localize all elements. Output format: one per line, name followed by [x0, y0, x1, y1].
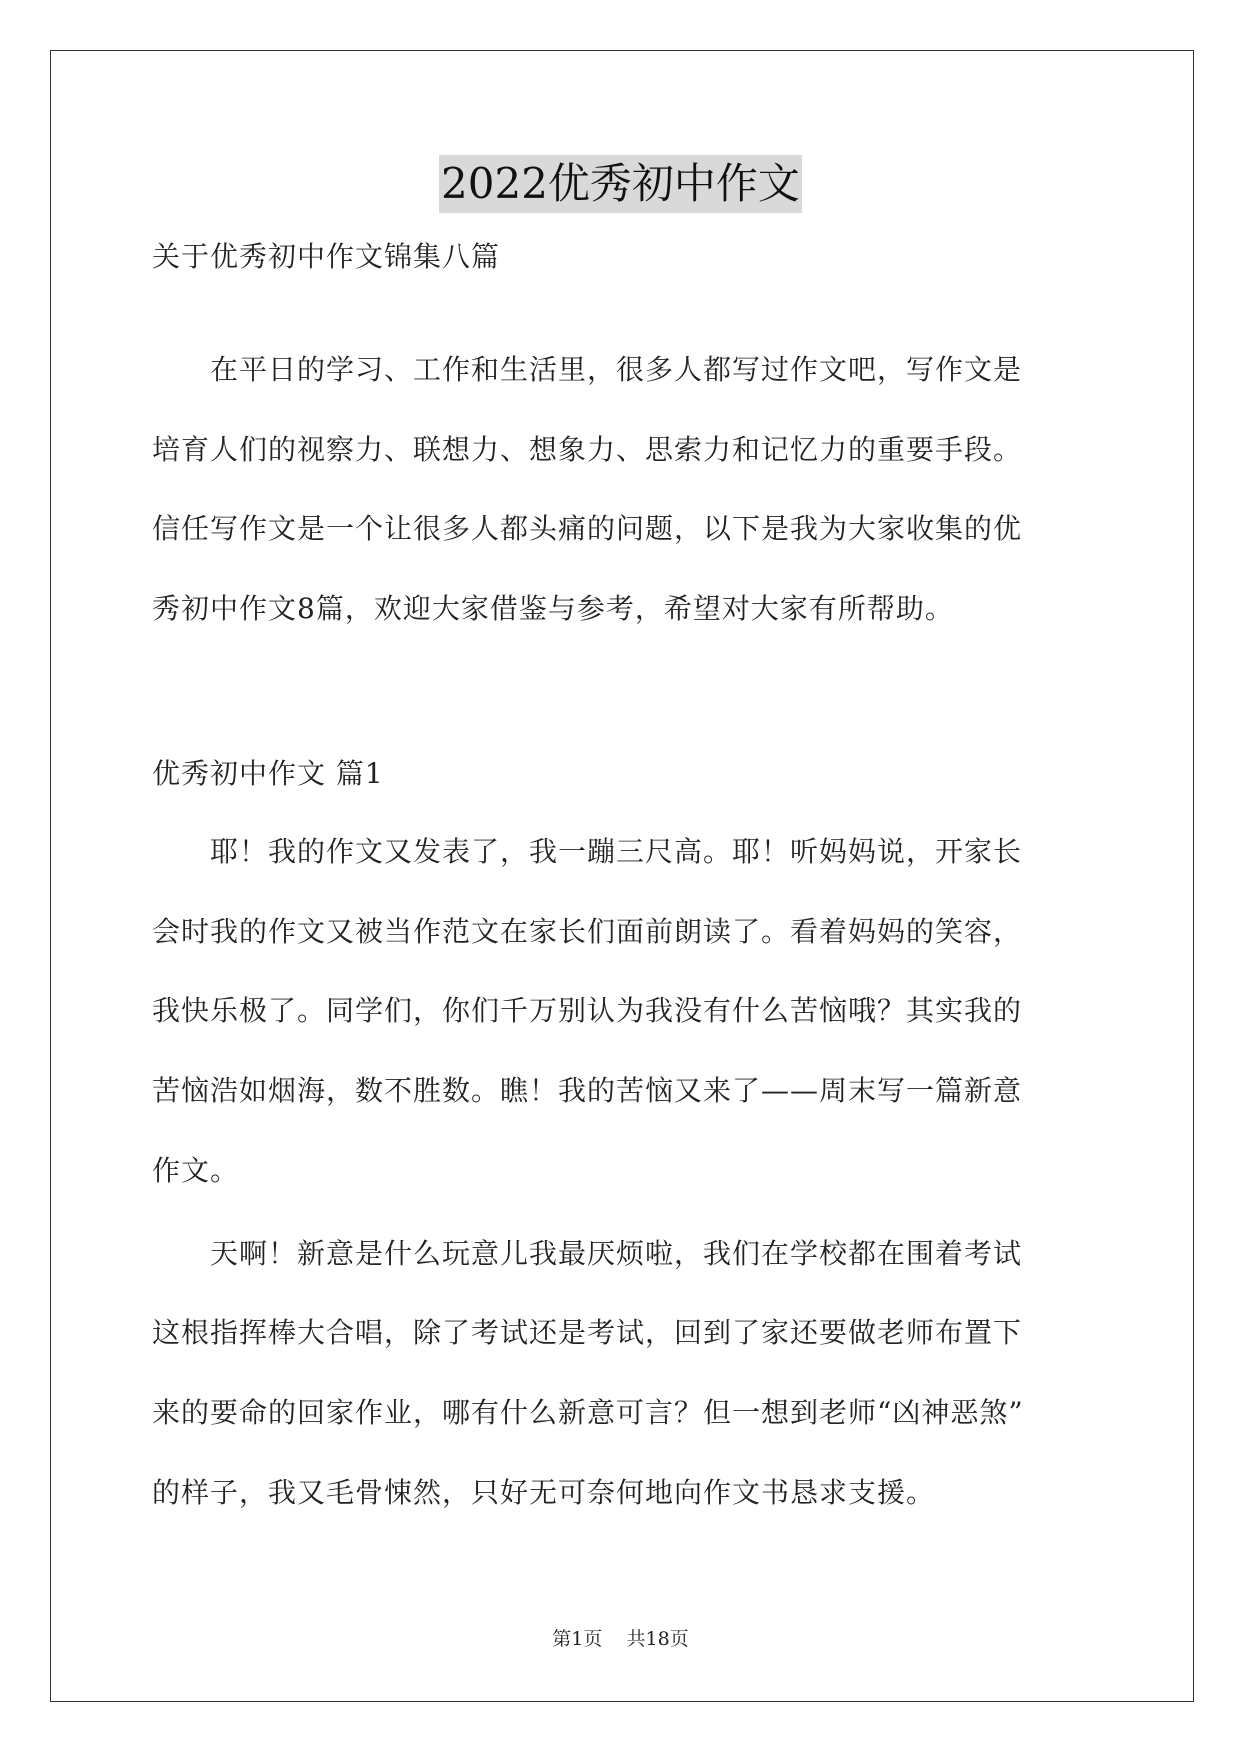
paragraph2-line-4: 的样子，我又毛骨悚然，只好无可奈何地向作文书恳求支援。	[152, 1476, 936, 1509]
page-number: 第1页	[552, 1628, 603, 1650]
document-title: 2022优秀初中作文	[439, 155, 802, 213]
intro-line-2: 培育人们的视察力、联想力、想象力、思索力和记忆力的重要手段。	[152, 433, 1023, 466]
intro-line-3: 信任写作文是一个让很多人都头痛的问题，以下是我为大家收集的优	[152, 512, 1023, 545]
page-border	[50, 50, 1194, 1702]
paragraph2-line-1: 天啊！新意是什么玩意儿我最厌烦啦，我们在学校都在围着考试	[152, 1237, 1023, 1270]
document-subtitle: 关于优秀初中作文锦集八篇	[152, 240, 501, 273]
paragraph1-line-1: 耶！我的作文又发表了，我一蹦三尺高。耶！听妈妈说，开家长	[152, 835, 1023, 868]
title-container	[0, 155, 1241, 213]
paragraph2-line-3: 来的要命的回家作业，哪有什么新意可言？但一想到老师“凶神恶煞”	[152, 1396, 1024, 1429]
intro-line-1: 在平日的学习、工作和生活里，很多人都写过作文吧，写作文是	[152, 353, 1023, 386]
intro-line-4: 秀初中作文8篇，欢迎大家借鉴与参考，希望对大家有所帮助。	[152, 592, 954, 625]
page-footer	[0, 1626, 1241, 1652]
paragraph1-line-3: 我快乐极了。同学们，你们千万别认为我没有什么苦恼哦？其实我的	[152, 994, 1023, 1027]
paragraph1-line-2: 会时我的作文又被当作范文在家长们面前朗读了。看着妈妈的笑容，	[152, 915, 1023, 948]
paragraph1-line-5: 作文。	[152, 1154, 240, 1187]
paragraph2-line-2: 这根指挥棒大合唱，除了考试还是考试，回到了家还要做老师布置下	[152, 1316, 1023, 1349]
section-heading: 优秀初中作文 篇1	[152, 757, 384, 790]
paragraph1-line-4: 苦恼浩如烟海，数不胜数。瞧！我的苦恼又来了——周末写一篇新意	[152, 1074, 1023, 1107]
page-total: 共18页	[626, 1628, 689, 1650]
